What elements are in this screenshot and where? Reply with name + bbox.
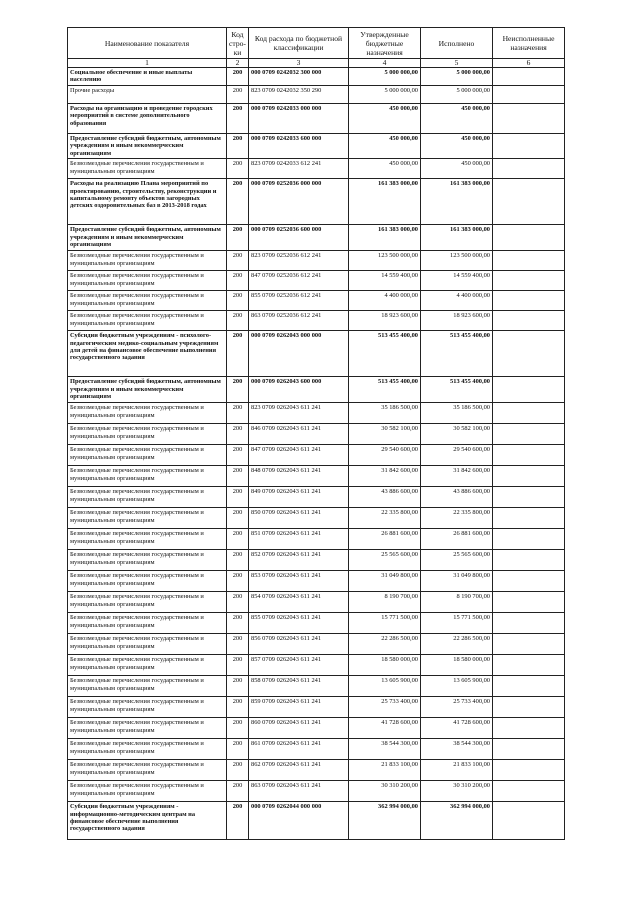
row-executed-amount: 362 994 000,00 (421, 802, 493, 840)
table-row (68, 634, 565, 655)
column-number: 4 (349, 59, 421, 68)
row-expense-code: 851 0709 0262043 611 241 (249, 529, 349, 550)
row-expense-code: 823 0709 0262043 611 241 (249, 403, 349, 424)
table-row (68, 760, 565, 781)
row-indicator-name: Безвозмездные перечисления государственным и муниципальным организациям (68, 271, 227, 291)
row-line-code: 200 (227, 466, 249, 487)
row-approved-amount: 450 000,00 (349, 104, 421, 134)
row-expense-code: 855 0709 0262043 611 241 (249, 613, 349, 634)
row-indicator-name: Предоставление субсидий бюджетным, автономным учреждениям и иным некоммерческим организациям (68, 134, 227, 159)
table-row (68, 802, 565, 840)
row-line-code: 200 (227, 134, 249, 159)
row-expense-code: 847 0709 0262043 611 241 (249, 445, 349, 466)
row-approved-amount: 161 383 000,00 (349, 225, 421, 251)
row-unexecuted-amount (493, 134, 565, 159)
row-expense-code: 853 0709 0262043 611 241 (249, 571, 349, 592)
row-approved-amount: 41 728 600,00 (349, 718, 421, 739)
row-indicator-name: Безвозмездные перечисления государственным и муниципальным организациям (68, 508, 227, 529)
row-unexecuted-amount (493, 802, 565, 840)
table-row (68, 571, 565, 592)
row-line-code: 200 (227, 781, 249, 802)
row-line-code: 200 (227, 225, 249, 251)
column-number: 3 (249, 59, 349, 68)
table-row (68, 104, 565, 134)
row-approved-amount: 14 559 400,00 (349, 271, 421, 291)
row-approved-amount: 43 886 600,00 (349, 487, 421, 508)
row-line-code: 200 (227, 529, 249, 550)
row-line-code: 200 (227, 68, 249, 86)
row-indicator-name: Безвозмездные перечисления государственным и муниципальным организациям (68, 760, 227, 781)
row-expense-code: 847 0709 0252036 612 241 (249, 271, 349, 291)
row-expense-code: 000 0709 0252036 000 000 (249, 179, 349, 225)
row-indicator-name: Расходы на реализацию Плана мероприятий по проектированию, строительству, реконструкции и капитальному ремонту объектов загородных детских оздоровительных баз в 2013-2018 годах (68, 179, 227, 225)
row-unexecuted-amount (493, 487, 565, 508)
row-line-code: 200 (227, 802, 249, 840)
row-line-code: 200 (227, 613, 249, 634)
table-row (68, 424, 565, 445)
row-line-code: 200 (227, 718, 249, 739)
row-line-code: 200 (227, 271, 249, 291)
row-unexecuted-amount (493, 718, 565, 739)
row-unexecuted-amount (493, 179, 565, 225)
row-approved-amount: 513 455 400,00 (349, 331, 421, 377)
column-number: 2 (227, 59, 249, 68)
row-line-code: 200 (227, 508, 249, 529)
column-number-row (68, 59, 565, 68)
row-indicator-name: Предоставление субсидий бюджетным, автономным учреждениям и иным некоммерческим организациям (68, 225, 227, 251)
row-unexecuted-amount (493, 225, 565, 251)
row-expense-code: 000 0709 0262044 000 000 (249, 802, 349, 840)
row-executed-amount: 161 383 000,00 (421, 179, 493, 225)
row-line-code: 200 (227, 592, 249, 613)
row-unexecuted-amount (493, 291, 565, 311)
row-expense-code: 823 0709 0242032 350 290 (249, 86, 349, 104)
row-executed-amount: 450 000,00 (421, 104, 493, 134)
row-indicator-name: Социальное обеспечение и иные выплаты населению (68, 68, 227, 86)
table-row (68, 251, 565, 271)
row-indicator-name: Безвозмездные перечисления государственным и муниципальным организациям (68, 697, 227, 718)
row-line-code: 200 (227, 676, 249, 697)
row-indicator-name: Безвозмездные перечисления государственным и муниципальным организациям (68, 781, 227, 802)
row-indicator-name: Безвозмездные перечисления государственным и муниципальным организациям (68, 424, 227, 445)
row-executed-amount: 41 728 600,00 (421, 718, 493, 739)
row-expense-code: 846 0709 0262043 611 241 (249, 424, 349, 445)
budget-execution-table (67, 27, 565, 840)
row-executed-amount: 123 500 000,00 (421, 251, 493, 271)
row-expense-code: 000 0709 0242033 600 000 (249, 134, 349, 159)
row-indicator-name: Субсидии бюджетным учреждениям - психолого-педагогическим медико-социальным учреждениям для детей на финансовое обеспечение выполнения государственного задания (68, 331, 227, 377)
table-row (68, 331, 565, 377)
row-executed-amount: 30 310 200,00 (421, 781, 493, 802)
row-indicator-name: Безвозмездные перечисления государственным и муниципальным организациям (68, 487, 227, 508)
row-executed-amount: 38 544 300,00 (421, 739, 493, 760)
row-line-code: 200 (227, 697, 249, 718)
row-approved-amount: 22 335 800,00 (349, 508, 421, 529)
row-indicator-name: Безвозмездные перечисления государственным и муниципальным организациям (68, 676, 227, 697)
table-row (68, 291, 565, 311)
row-unexecuted-amount (493, 655, 565, 676)
row-approved-amount: 31 049 800,00 (349, 571, 421, 592)
table-row (68, 271, 565, 291)
table-row (68, 134, 565, 159)
table-row (68, 68, 565, 86)
row-approved-amount: 513 455 400,00 (349, 377, 421, 403)
row-line-code: 200 (227, 179, 249, 225)
row-expense-code: 860 0709 0262043 611 241 (249, 718, 349, 739)
table-row (68, 403, 565, 424)
row-unexecuted-amount (493, 676, 565, 697)
row-line-code: 200 (227, 291, 249, 311)
row-unexecuted-amount (493, 634, 565, 655)
row-executed-amount: 14 559 400,00 (421, 271, 493, 291)
table-row (68, 466, 565, 487)
row-indicator-name: Безвозмездные перечисления государственным и муниципальным организациям (68, 159, 227, 179)
row-executed-amount: 22 335 800,00 (421, 508, 493, 529)
row-executed-amount: 21 833 100,00 (421, 760, 493, 781)
row-line-code: 200 (227, 377, 249, 403)
row-expense-code: 863 0709 0252036 612 241 (249, 311, 349, 331)
row-expense-code: 862 0709 0262043 611 241 (249, 760, 349, 781)
row-unexecuted-amount (493, 159, 565, 179)
table-row (68, 377, 565, 403)
table-row (68, 86, 565, 104)
row-indicator-name: Безвозмездные перечисления государственным и муниципальным организациям (68, 613, 227, 634)
row-approved-amount: 30 310 200,00 (349, 781, 421, 802)
row-executed-amount: 22 286 500,00 (421, 634, 493, 655)
row-executed-amount: 513 455 400,00 (421, 331, 493, 377)
row-indicator-name: Безвозмездные перечисления государственным и муниципальным организациям (68, 592, 227, 613)
row-unexecuted-amount (493, 68, 565, 86)
row-approved-amount: 25 565 600,00 (349, 550, 421, 571)
header-line-code: Код стро-ки (227, 28, 249, 59)
table-row (68, 739, 565, 760)
row-executed-amount: 161 383 000,00 (421, 225, 493, 251)
row-line-code: 200 (227, 550, 249, 571)
row-expense-code: 854 0709 0262043 611 241 (249, 592, 349, 613)
row-approved-amount: 123 500 000,00 (349, 251, 421, 271)
row-executed-amount: 13 605 900,00 (421, 676, 493, 697)
row-expense-code: 000 0709 0252036 600 000 (249, 225, 349, 251)
table-header-row (68, 28, 565, 59)
row-unexecuted-amount (493, 271, 565, 291)
row-expense-code: 000 0709 0242033 000 000 (249, 104, 349, 134)
row-unexecuted-amount (493, 403, 565, 424)
row-line-code: 200 (227, 739, 249, 760)
row-indicator-name: Безвозмездные перечисления государственным и муниципальным организациям (68, 655, 227, 676)
row-line-code: 200 (227, 331, 249, 377)
row-approved-amount: 25 733 400,00 (349, 697, 421, 718)
row-approved-amount: 5 000 000,00 (349, 86, 421, 104)
row-unexecuted-amount (493, 781, 565, 802)
table-row (68, 697, 565, 718)
row-approved-amount: 8 190 700,00 (349, 592, 421, 613)
row-expense-code: 856 0709 0262043 611 241 (249, 634, 349, 655)
row-approved-amount: 18 923 600,00 (349, 311, 421, 331)
row-approved-amount: 450 000,00 (349, 159, 421, 179)
header-unexecuted: Неисполненные назначения (493, 28, 565, 59)
row-expense-code: 850 0709 0262043 611 241 (249, 508, 349, 529)
row-executed-amount: 450 000,00 (421, 159, 493, 179)
row-executed-amount: 31 842 600,00 (421, 466, 493, 487)
row-approved-amount: 30 582 100,00 (349, 424, 421, 445)
row-approved-amount: 450 000,00 (349, 134, 421, 159)
row-executed-amount: 450 000,00 (421, 134, 493, 159)
column-number: 6 (493, 59, 565, 68)
table-row (68, 781, 565, 802)
row-approved-amount: 13 605 900,00 (349, 676, 421, 697)
table-row (68, 487, 565, 508)
row-unexecuted-amount (493, 508, 565, 529)
row-executed-amount: 15 771 500,00 (421, 613, 493, 634)
row-expense-code: 000 0709 0262043 000 000 (249, 331, 349, 377)
row-line-code: 200 (227, 86, 249, 104)
table-row (68, 225, 565, 251)
table-row (68, 159, 565, 179)
row-approved-amount: 21 833 100,00 (349, 760, 421, 781)
row-executed-amount: 29 540 600,00 (421, 445, 493, 466)
row-expense-code: 823 0709 0252036 612 241 (249, 251, 349, 271)
row-indicator-name: Субсидии бюджетным учреждениям - информационно-методическим центрам на финансовое обеспечение выполнения государственного задания (68, 802, 227, 840)
row-unexecuted-amount (493, 571, 565, 592)
row-indicator-name: Безвозмездные перечисления государственным и муниципальным организациям (68, 311, 227, 331)
table-row (68, 655, 565, 676)
row-indicator-name: Безвозмездные перечисления государственным и муниципальным организациям (68, 718, 227, 739)
row-expense-code: 849 0709 0262043 611 241 (249, 487, 349, 508)
row-executed-amount: 35 186 500,00 (421, 403, 493, 424)
row-indicator-name: Безвозмездные перечисления государственным и муниципальным организациям (68, 466, 227, 487)
row-unexecuted-amount (493, 529, 565, 550)
header-expense-code: Код расхода по бюджетной классификации (249, 28, 349, 59)
table-row (68, 529, 565, 550)
row-expense-code: 857 0709 0262043 611 241 (249, 655, 349, 676)
column-number: 5 (421, 59, 493, 68)
table-body (68, 68, 565, 840)
row-line-code: 200 (227, 760, 249, 781)
row-approved-amount: 29 540 600,00 (349, 445, 421, 466)
row-executed-amount: 43 886 600,00 (421, 487, 493, 508)
row-approved-amount: 35 186 500,00 (349, 403, 421, 424)
row-indicator-name: Безвозмездные перечисления государственным и муниципальным организациям (68, 634, 227, 655)
row-executed-amount: 18 923 600,00 (421, 311, 493, 331)
row-indicator-name: Расходы на организацию и проведение городских мероприятий в системе дополнительного образования (68, 104, 227, 134)
row-line-code: 200 (227, 634, 249, 655)
table-row (68, 718, 565, 739)
row-unexecuted-amount (493, 331, 565, 377)
table-row (68, 592, 565, 613)
table-row (68, 676, 565, 697)
row-unexecuted-amount (493, 311, 565, 331)
row-line-code: 200 (227, 104, 249, 134)
row-expense-code: 848 0709 0262043 611 241 (249, 466, 349, 487)
table-row (68, 613, 565, 634)
row-indicator-name: Безвозмездные перечисления государственным и муниципальным организациям (68, 403, 227, 424)
row-expense-code: 000 0709 0242032 300 000 (249, 68, 349, 86)
row-line-code: 200 (227, 487, 249, 508)
row-approved-amount: 4 400 000,00 (349, 291, 421, 311)
row-executed-amount: 18 580 000,00 (421, 655, 493, 676)
row-executed-amount: 25 733 400,00 (421, 697, 493, 718)
header-approved: Утвержденные бюджетные назначения (349, 28, 421, 59)
row-indicator-name: Безвозмездные перечисления государственным и муниципальным организациям (68, 291, 227, 311)
row-expense-code: 858 0709 0262043 611 241 (249, 676, 349, 697)
table-row (68, 508, 565, 529)
row-line-code: 200 (227, 424, 249, 445)
row-indicator-name: Безвозмездные перечисления государственным и муниципальным организациям (68, 550, 227, 571)
row-approved-amount: 38 544 300,00 (349, 739, 421, 760)
row-indicator-name: Предоставление субсидий бюджетным, автономным учреждениям и иным некоммерческим организациям (68, 377, 227, 403)
row-unexecuted-amount (493, 697, 565, 718)
row-unexecuted-amount (493, 377, 565, 403)
row-indicator-name: Безвозмездные перечисления государственным и муниципальным организациям (68, 739, 227, 760)
row-approved-amount: 15 771 500,00 (349, 613, 421, 634)
row-line-code: 200 (227, 251, 249, 271)
row-indicator-name: Безвозмездные перечисления государственным и муниципальным организациям (68, 445, 227, 466)
row-unexecuted-amount (493, 86, 565, 104)
row-approved-amount: 22 286 500,00 (349, 634, 421, 655)
row-indicator-name: Безвозмездные перечисления государственным и муниципальным организациям (68, 251, 227, 271)
row-line-code: 200 (227, 311, 249, 331)
column-number: 1 (68, 59, 227, 68)
row-approved-amount: 26 881 600,00 (349, 529, 421, 550)
row-indicator-name: Безвозмездные перечисления государственным и муниципальным организациям (68, 529, 227, 550)
row-unexecuted-amount (493, 445, 565, 466)
row-executed-amount: 8 190 700,00 (421, 592, 493, 613)
row-unexecuted-amount (493, 251, 565, 271)
row-expense-code: 000 0709 0262043 600 000 (249, 377, 349, 403)
row-expense-code: 823 0709 0242033 612 241 (249, 159, 349, 179)
row-line-code: 200 (227, 655, 249, 676)
row-unexecuted-amount (493, 424, 565, 445)
table-row (68, 311, 565, 331)
row-approved-amount: 5 000 000,00 (349, 68, 421, 86)
table-row (68, 445, 565, 466)
row-unexecuted-amount (493, 739, 565, 760)
row-line-code: 200 (227, 159, 249, 179)
row-executed-amount: 513 455 400,00 (421, 377, 493, 403)
row-unexecuted-amount (493, 550, 565, 571)
row-indicator-name: Прочие расходы (68, 86, 227, 104)
row-approved-amount: 362 994 000,00 (349, 802, 421, 840)
row-approved-amount: 161 383 000,00 (349, 179, 421, 225)
row-expense-code: 861 0709 0262043 611 241 (249, 739, 349, 760)
table-row (68, 179, 565, 225)
row-executed-amount: 31 049 800,00 (421, 571, 493, 592)
row-expense-code: 855 0709 0252036 612 241 (249, 291, 349, 311)
row-executed-amount: 25 565 600,00 (421, 550, 493, 571)
row-unexecuted-amount (493, 760, 565, 781)
row-expense-code: 859 0709 0262043 611 241 (249, 697, 349, 718)
row-unexecuted-amount (493, 104, 565, 134)
row-unexecuted-amount (493, 613, 565, 634)
row-executed-amount: 26 881 600,00 (421, 529, 493, 550)
row-line-code: 200 (227, 571, 249, 592)
row-executed-amount: 30 582 100,00 (421, 424, 493, 445)
row-unexecuted-amount (493, 592, 565, 613)
row-approved-amount: 31 842 600,00 (349, 466, 421, 487)
row-expense-code: 863 0709 0262043 611 241 (249, 781, 349, 802)
row-line-code: 200 (227, 445, 249, 466)
row-approved-amount: 18 580 000,00 (349, 655, 421, 676)
row-executed-amount: 4 400 000,00 (421, 291, 493, 311)
row-expense-code: 852 0709 0262043 611 241 (249, 550, 349, 571)
row-line-code: 200 (227, 403, 249, 424)
row-indicator-name: Безвозмездные перечисления государственным и муниципальным организациям (68, 571, 227, 592)
row-executed-amount: 5 000 000,00 (421, 68, 493, 86)
row-executed-amount: 5 000 000,00 (421, 86, 493, 104)
header-indicator-name: Наименование показателя (68, 28, 227, 59)
row-unexecuted-amount (493, 466, 565, 487)
table-row (68, 550, 565, 571)
header-executed: Исполнено (421, 28, 493, 59)
